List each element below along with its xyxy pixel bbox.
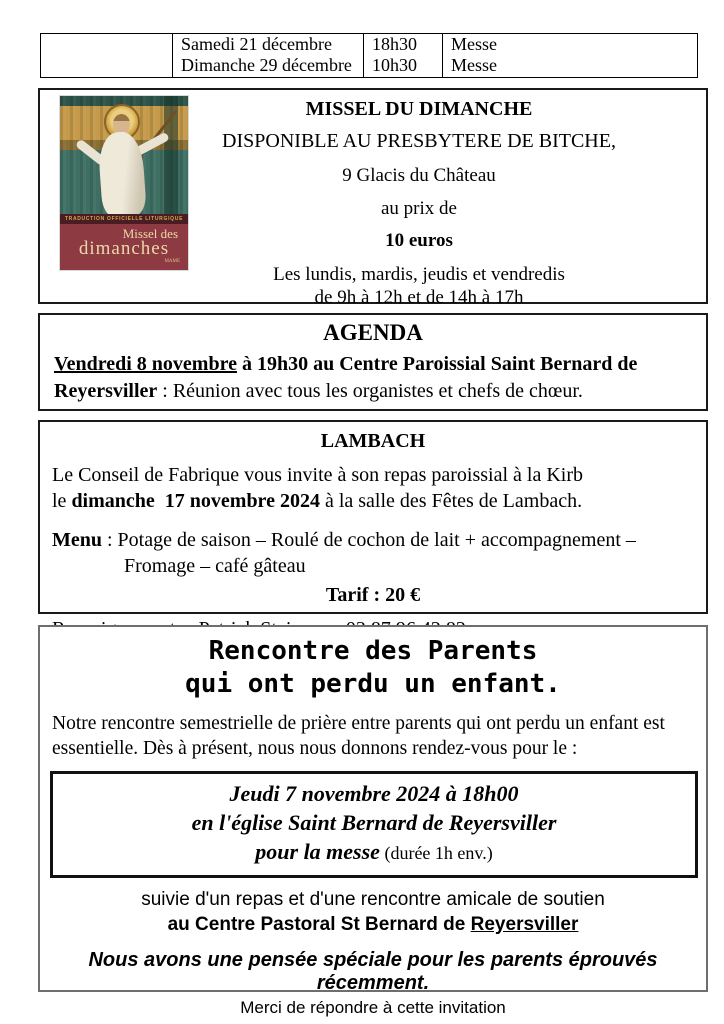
agenda-place: à 19h30 au Centre Paroissial Saint Bernard de xyxy=(236,353,638,375)
cover-title-line2: dimanches xyxy=(78,238,170,259)
lambach-date: dimanche 17 novembre 2024 xyxy=(71,490,320,512)
lambach-menu-items: : Potage de saison – Roulé de cochon de lait + accompagnement – xyxy=(102,529,636,551)
agenda-title: AGENDA xyxy=(323,320,423,345)
christ-painting-art xyxy=(60,96,188,214)
lambach-venue: à la salle des Fêtes de Lambach. xyxy=(319,490,583,512)
missel-book-cover-image xyxy=(60,96,188,270)
schedule-empty-cell xyxy=(41,34,173,78)
venue-prefix: au Centre Pastoral St Bernard de xyxy=(167,914,471,935)
schedule-date: Samedi 21 décembre xyxy=(181,34,332,54)
parents-title xyxy=(40,635,706,701)
agenda-place-line2: Reyersviller xyxy=(54,380,158,402)
missel-title: MISSEL DU DIMANCHE xyxy=(305,98,533,120)
parents-special-note: Nous avons une pensée spéciale pour les parents éprouvés récemment. xyxy=(88,949,658,994)
parents-rsvp: Merci de répondre à cette invitation xyxy=(240,998,506,1017)
christ-robe xyxy=(97,131,147,214)
schedule-date: Dimanche 29 décembre xyxy=(181,55,352,75)
schedule-events-cell xyxy=(443,34,698,78)
agenda-entry xyxy=(40,351,706,405)
cover-publisher: MAME xyxy=(164,259,180,264)
lambach-invite-line1: Le Conseil de Fabrique vous invite à son repas paroissial à la Kirb xyxy=(52,464,583,486)
agenda-description: : Réunion avec tous les organistes et chefs de chœur. xyxy=(157,380,583,402)
missel-price-intro: au prix de xyxy=(381,198,457,219)
schedule-time: 10h30 xyxy=(372,55,417,75)
parents-title-line1: Rencontre des Parents xyxy=(208,636,538,666)
missel-days: Les lundis, mardis, jeudis et vendredis xyxy=(273,264,565,285)
parents-box xyxy=(38,625,708,1017)
cover-title-band xyxy=(60,224,188,270)
event-location: en l'église Saint Bernard de Reyersviller xyxy=(191,810,557,835)
parents-intro-line2: essentielle. Dès à présent, nous nous donnons rendez-vous pour le : xyxy=(52,738,578,759)
lambach-menu-label: Menu xyxy=(52,529,102,551)
schedule-times-cell xyxy=(364,34,443,78)
missel-text-column xyxy=(188,90,706,308)
schedule-event: Messe xyxy=(451,55,497,75)
parents-followup: suivie d'un repas et d'une rencontre amicale de soutien xyxy=(141,889,605,910)
cover-title-line1: Missel des xyxy=(122,226,178,241)
lambach-title: LAMBACH xyxy=(320,430,426,452)
parents-intro-line1: Notre rencontre semestrielle de prière entre parents qui ont perdu un enfant est xyxy=(52,713,665,734)
schedule-time: 18h30 xyxy=(372,34,417,54)
mass-schedule-table xyxy=(40,33,698,78)
lambach-menu-line2: Fromage – café gâteau xyxy=(124,555,306,577)
event-duration-note: (durée 1h env.) xyxy=(379,843,493,863)
lambach-le: le xyxy=(52,490,72,512)
schedule-dates-cell xyxy=(173,34,364,78)
lambach-tarif: Tarif : 20 € xyxy=(325,584,421,606)
event-datetime: Jeudi 7 novembre 2024 à 18h00 xyxy=(229,781,519,806)
lambach-menu-line1 xyxy=(40,527,706,553)
parents-intro xyxy=(40,711,706,761)
lambach-box xyxy=(38,420,708,614)
event-details-box xyxy=(50,771,698,878)
parents-title-line2: qui ont perdu un enfant. xyxy=(185,669,561,699)
missel-box xyxy=(38,88,708,308)
venue-underlined: Reyersviller xyxy=(470,914,579,935)
missel-hours: de 9h à 12h et de 14h à 17h xyxy=(314,287,524,308)
missel-price: 10 euros xyxy=(385,230,453,251)
lambach-invite-line2 xyxy=(40,488,706,514)
schedule-event: Messe xyxy=(451,34,497,54)
cover-strip-text: TRADUCTION OFFICIELLE LITURGIQUE xyxy=(60,214,188,224)
event-purpose-bold: pour la messe xyxy=(255,839,380,864)
missel-availability: DISPONIBLE AU PRESBYTERE DE BITCHE, xyxy=(222,130,616,152)
event-purpose xyxy=(53,837,695,868)
parents-followup-venue xyxy=(40,914,706,936)
agenda-date: Vendredi 8 novembre xyxy=(54,353,237,375)
agenda-box xyxy=(38,313,708,411)
missel-address: 9 Glacis du Château xyxy=(342,165,496,186)
